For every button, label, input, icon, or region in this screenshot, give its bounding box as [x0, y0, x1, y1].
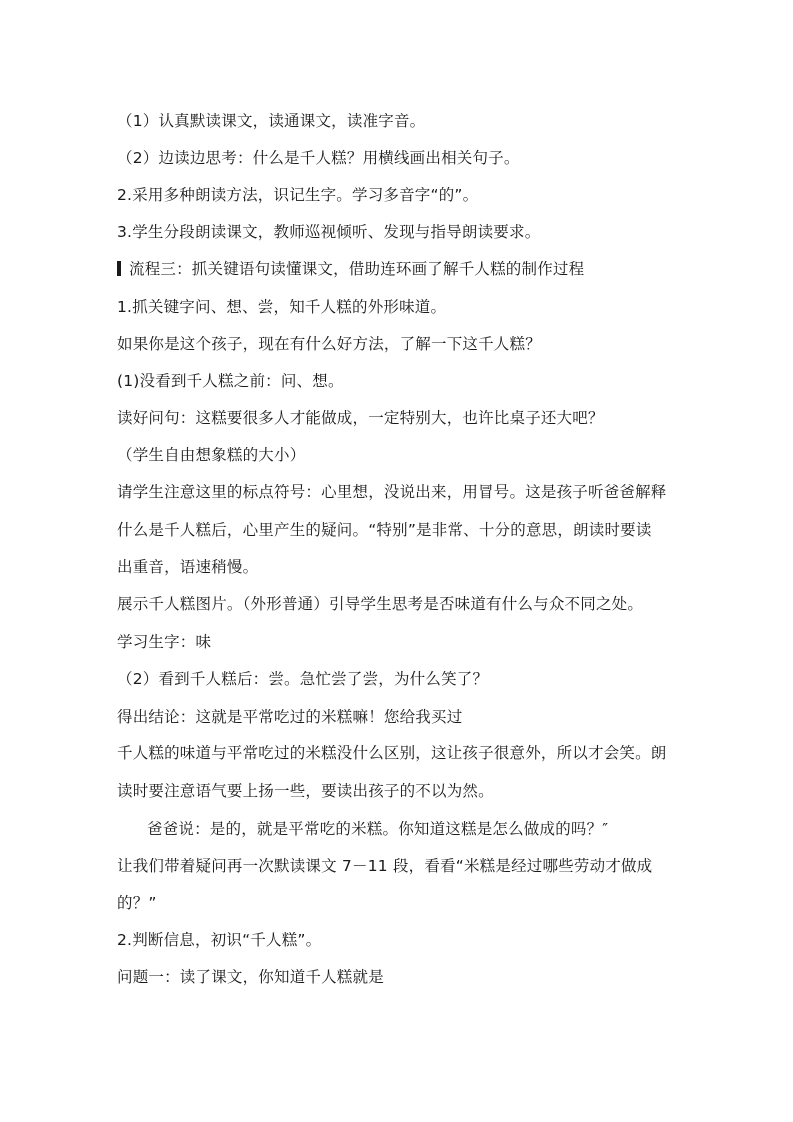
- text-line: 请学生注意这里的标点符号：心里想，没说出来，用冒号。这是孩子听爸爸解释: [117, 483, 667, 501]
- text-line: 2.判断信息，初识“千人糕”。: [117, 931, 322, 949]
- text-line: 如果你是这个孩子，现在有什么好方法，了解一下这千人糕？: [117, 335, 541, 353]
- text-line: 出重音，语速稍慢。: [117, 558, 259, 576]
- text-line: (1)没看到千人糕之前：问、想。: [117, 372, 344, 390]
- section-heading: [117, 258, 682, 280]
- text-line: 读好问句：这糕要很多人才能做成，一定特别大，也许比桌子还大吧？: [117, 409, 604, 427]
- text-line: （2）看到千人糕后：尝。急忙尝了尝，为什么笑了？: [117, 670, 489, 688]
- text-line: （1）认真默读课文，读通课文，读准字音。: [117, 112, 426, 130]
- text-line: 爸爸说：是的，就是平常吃的米糕。你知道这糕是怎么做成的吗？″: [147, 820, 609, 838]
- text-line: 1.抓关键字问、想、尝，知千人糕的外形味道。: [117, 298, 447, 316]
- text-line: 学习生字：味: [117, 633, 212, 651]
- text-line: （2）边读边思考：什么是千人糕？用横线画出相关句子。: [117, 149, 520, 167]
- text-line: 千人糕的味道与平常吃过的米糕没什么区别，这让孩子很意外，所以才会笑。朗: [117, 744, 667, 762]
- text-line: 2.采用多种朗读方法，识记生字。学习多音字“的”。: [117, 186, 479, 204]
- text-line: 读时要注意语气要上扬一些，要读出孩子的不以为然。: [117, 782, 494, 800]
- text-line: 让我们带着疑问再一次默读课文 7－11 段，看看“米糕是经过哪些劳动才做成: [117, 857, 653, 875]
- section-heading-text: 流程三：抓关键语句读懂课文，借助连环画了解千人糕的制作过程: [129, 260, 585, 278]
- text-line: 得出结论：这就是平常吃过的米糕嘛！您给我买过: [117, 708, 463, 726]
- text-line: 的？”: [117, 894, 157, 912]
- text-line: 展示千人糕图片。（外形普通）引导学生思考是否味道有什么与众不同之处。: [117, 595, 644, 613]
- heading-bar-icon: [117, 261, 121, 276]
- text-line: 问题一：读了课文，你知道千人糕就是: [117, 968, 384, 986]
- text-line: （学生自由想象糕的大小）: [117, 446, 306, 464]
- text-line: 3.学生分段朗读课文，教师巡视倾听、发现与指导朗读要求。: [117, 223, 541, 241]
- text-line: 什么是千人糕后，心里产生的疑问。“特别”是非常、十分的意思，朗读时要读: [117, 521, 652, 539]
